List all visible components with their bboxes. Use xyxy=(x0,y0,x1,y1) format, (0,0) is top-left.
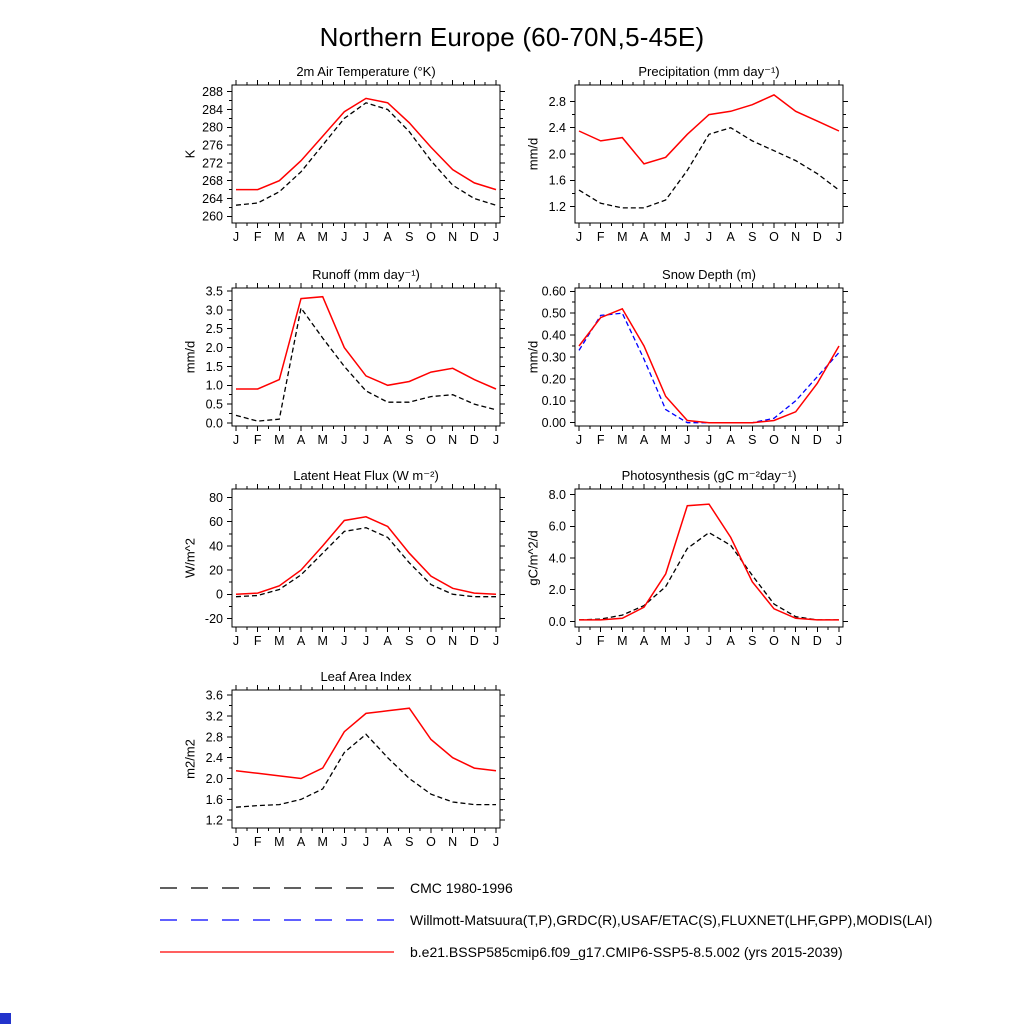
x-tick-label: F xyxy=(253,433,262,447)
plot-frame xyxy=(232,85,500,223)
y-axis-label: gC/m^2/d xyxy=(525,530,541,586)
y-tick-label: 2.8 xyxy=(548,94,566,109)
axis-tick-labels xyxy=(549,488,843,648)
x-tick-label: A xyxy=(383,835,392,849)
x-tick-label: S xyxy=(748,230,757,244)
y-tick-label: 0.50 xyxy=(541,306,566,321)
chart-2m-air-temperature xyxy=(170,63,522,263)
series-line-1 xyxy=(236,517,496,595)
chart-title: Photosynthesis (gC m⁻²day⁻¹) xyxy=(621,468,797,483)
x-tick-label: A xyxy=(639,230,649,244)
x-tick-label: S xyxy=(405,230,414,244)
axes xyxy=(227,484,505,632)
legend-label: b.e21.BSSP585cmip6.f09_g17.CMIP6-SSP5-8.5.002 (yrs 2015-2039) xyxy=(410,944,843,960)
legend-line-solid-red xyxy=(160,946,394,958)
y-tick-label: 2.8 xyxy=(205,730,223,745)
chart-photosynthesis xyxy=(513,467,865,667)
axis-tick-labels xyxy=(206,689,500,849)
x-tick-label: S xyxy=(748,634,757,648)
axis-tick-labels xyxy=(206,284,500,447)
x-tick-label: J xyxy=(575,230,583,244)
chart-title: Precipitation (mm day⁻¹) xyxy=(638,64,780,79)
x-tick-label: J xyxy=(705,433,713,447)
y-axis-label: m2/m2 xyxy=(182,739,198,779)
legend-line-dashed-blue xyxy=(160,914,394,926)
plot-area xyxy=(170,63,522,263)
y-axis-label: K xyxy=(182,149,198,159)
axes xyxy=(227,283,505,431)
y-tick-label: 272 xyxy=(202,156,223,171)
y-tick-label: 1.2 xyxy=(548,199,566,214)
y-tick-label: 0.10 xyxy=(541,394,566,409)
legend-item-obs-blend xyxy=(160,908,932,932)
corner-mark xyxy=(0,1013,11,1024)
x-tick-label: J xyxy=(705,230,713,244)
axis-tick-labels xyxy=(205,491,499,648)
y-tick-label: 2.0 xyxy=(205,771,223,786)
x-tick-label: M xyxy=(274,835,285,849)
x-tick-label: J xyxy=(492,433,500,447)
x-tick-label: J xyxy=(232,835,240,849)
chart-title: Leaf Area Index xyxy=(320,669,412,684)
x-tick-label: A xyxy=(383,634,392,648)
x-tick-label: N xyxy=(448,433,458,447)
y-tick-label: 2.0 xyxy=(548,147,566,162)
legend-item-model xyxy=(160,940,843,964)
y-tick-label: 40 xyxy=(209,539,223,554)
series-line-0 xyxy=(236,528,496,597)
axis-tick-labels xyxy=(542,285,842,447)
plot-area xyxy=(513,63,865,263)
chart-title: 2m Air Temperature (°K) xyxy=(296,64,436,79)
y-axis-label: W/m^2 xyxy=(182,537,198,579)
x-tick-label: M xyxy=(317,433,328,447)
y-tick-label: 2.4 xyxy=(548,121,566,136)
x-tick-label: J xyxy=(492,634,500,648)
x-tick-label: J xyxy=(341,230,348,244)
x-tick-label: M xyxy=(617,634,628,648)
y-tick-label: 0.30 xyxy=(541,350,566,365)
x-tick-label: M xyxy=(617,433,628,447)
x-tick-label: N xyxy=(791,230,801,244)
y-tick-label: 0.0 xyxy=(548,614,566,629)
x-tick-label: J xyxy=(835,433,843,447)
axis-tick-labels xyxy=(549,95,843,244)
y-tick-label: 3.5 xyxy=(205,284,223,299)
series-line-1 xyxy=(579,95,839,164)
x-tick-label: F xyxy=(253,230,262,244)
plot-area xyxy=(170,266,522,466)
y-tick-label: 0.60 xyxy=(541,284,566,299)
x-tick-label: A xyxy=(726,433,735,447)
x-tick-label: J xyxy=(684,634,691,648)
x-tick-label: D xyxy=(812,634,822,648)
y-tick-label: -20 xyxy=(204,611,223,626)
chart-snow-depth xyxy=(513,266,865,466)
axes xyxy=(570,484,848,632)
x-tick-label: J xyxy=(232,230,240,244)
plot-area xyxy=(513,266,865,466)
x-tick-label: D xyxy=(469,835,479,849)
x-tick-label: D xyxy=(812,433,822,447)
x-tick-label: A xyxy=(726,230,735,244)
x-tick-label: A xyxy=(296,433,306,447)
x-tick-label: O xyxy=(426,634,436,648)
series-line-1 xyxy=(236,98,496,189)
x-tick-label: J xyxy=(492,835,500,849)
x-tick-label: S xyxy=(405,433,414,447)
x-tick-label: J xyxy=(362,230,370,244)
x-tick-label: N xyxy=(448,230,458,244)
x-tick-label: F xyxy=(596,433,605,447)
y-tick-label: 0.20 xyxy=(541,372,566,387)
x-tick-label: M xyxy=(317,634,328,648)
x-tick-label: O xyxy=(769,230,779,244)
x-tick-label: M xyxy=(660,634,671,648)
legend xyxy=(160,876,1022,972)
x-tick-label: M xyxy=(274,634,285,648)
y-tick-label: 0.0 xyxy=(205,416,223,431)
series-line-0 xyxy=(579,128,839,208)
x-tick-label: J xyxy=(232,433,240,447)
x-tick-label: M xyxy=(617,230,628,244)
series-line-0 xyxy=(579,533,839,620)
x-tick-label: J xyxy=(575,433,583,447)
x-tick-label: N xyxy=(791,433,801,447)
x-tick-label: N xyxy=(448,634,458,648)
x-tick-label: J xyxy=(362,634,370,648)
y-tick-label: 2.5 xyxy=(205,322,223,337)
y-tick-label: 280 xyxy=(202,120,223,135)
plot-frame xyxy=(232,489,500,627)
x-tick-label: J xyxy=(232,634,240,648)
x-tick-label: O xyxy=(769,634,779,648)
series-line-0 xyxy=(236,734,496,807)
legend-item-cmc xyxy=(160,876,513,900)
y-tick-label: 4.0 xyxy=(548,551,566,566)
x-tick-label: A xyxy=(383,230,392,244)
plot-frame xyxy=(575,85,843,223)
y-axis-label: mm/d xyxy=(182,340,198,374)
x-tick-label: J xyxy=(835,230,843,244)
x-tick-label: D xyxy=(469,433,479,447)
x-tick-label: S xyxy=(405,835,414,849)
y-tick-label: 260 xyxy=(202,209,223,224)
plot-frame xyxy=(232,288,500,426)
chart-title: Snow Depth (m) xyxy=(662,267,756,282)
y-tick-label: 80 xyxy=(209,490,223,505)
x-tick-label: A xyxy=(296,230,306,244)
x-tick-label: J xyxy=(341,634,348,648)
y-tick-label: 3.0 xyxy=(205,303,223,318)
y-tick-label: 0.5 xyxy=(205,397,223,412)
y-tick-label: 3.6 xyxy=(205,688,223,703)
series-line-1 xyxy=(236,708,496,778)
legend-line-dashed-black xyxy=(160,882,394,894)
x-tick-label: N xyxy=(448,835,458,849)
chart-precipitation xyxy=(513,63,865,263)
plot-frame xyxy=(232,690,500,828)
x-tick-label: O xyxy=(426,835,436,849)
series-line-1 xyxy=(579,309,839,423)
y-tick-label: 2.0 xyxy=(548,583,566,598)
x-tick-label: O xyxy=(769,433,779,447)
x-tick-label: A xyxy=(296,634,306,648)
page-title: Northern Europe (60-70N,5-45E) xyxy=(319,22,705,52)
y-tick-label: 1.6 xyxy=(205,792,223,807)
y-axis-label: mm/d xyxy=(525,137,541,171)
plot-area xyxy=(170,668,522,868)
y-tick-label: 0 xyxy=(216,587,223,602)
y-tick-label: 2.4 xyxy=(205,751,223,766)
x-tick-label: O xyxy=(426,433,436,447)
chart-title: Latent Heat Flux (W m⁻²) xyxy=(293,468,439,483)
y-axis-label: mm/d xyxy=(525,340,541,374)
x-tick-label: J xyxy=(835,634,843,648)
x-tick-label: J xyxy=(362,433,370,447)
axes xyxy=(570,283,848,431)
legend-label: CMC 1980-1996 xyxy=(410,880,513,896)
x-tick-label: J xyxy=(684,230,691,244)
x-tick-label: D xyxy=(469,230,479,244)
plot-area xyxy=(513,467,865,667)
x-tick-label: M xyxy=(660,433,671,447)
series-line-0 xyxy=(236,103,496,205)
x-tick-label: D xyxy=(812,230,822,244)
y-tick-label: 276 xyxy=(202,138,223,153)
y-tick-label: 284 xyxy=(202,102,223,117)
x-tick-label: J xyxy=(492,230,500,244)
x-tick-label: J xyxy=(684,433,691,447)
y-tick-label: 2.0 xyxy=(205,340,223,355)
x-tick-label: A xyxy=(639,433,649,447)
y-tick-label: 1.5 xyxy=(205,359,223,374)
x-tick-label: M xyxy=(274,230,285,244)
axes xyxy=(227,685,505,833)
chart-runoff xyxy=(170,266,522,466)
y-tick-label: 8.0 xyxy=(548,487,566,502)
legend-label: Willmott-Matsuura(T,P),GRDC(R),USAF/ETAC(S),FLUXNET(LHF,GPP),MODIS(LAI) xyxy=(410,912,933,928)
x-tick-label: M xyxy=(274,433,285,447)
x-tick-label: F xyxy=(596,634,605,648)
y-tick-label: 60 xyxy=(209,515,223,530)
y-tick-label: 1.6 xyxy=(548,173,566,188)
plot-frame xyxy=(575,489,843,627)
plot-frame xyxy=(575,288,843,426)
y-tick-label: 1.0 xyxy=(205,378,223,393)
series-line-0 xyxy=(236,308,496,421)
axis-tick-labels xyxy=(202,85,499,244)
x-tick-label: J xyxy=(705,634,713,648)
x-tick-label: A xyxy=(639,634,649,648)
y-tick-label: 1.2 xyxy=(205,813,223,828)
plot-area xyxy=(170,467,522,667)
x-tick-label: A xyxy=(383,433,392,447)
x-tick-label: M xyxy=(317,835,328,849)
x-tick-label: J xyxy=(341,433,348,447)
x-tick-label: J xyxy=(341,835,348,849)
y-tick-label: 6.0 xyxy=(548,519,566,534)
y-tick-label: 264 xyxy=(202,191,223,206)
x-tick-label: D xyxy=(469,634,479,648)
series-line-1 xyxy=(236,297,496,389)
chart-title: Runoff (mm day⁻¹) xyxy=(312,267,420,282)
y-tick-label: 268 xyxy=(202,174,223,189)
y-tick-label: 0.00 xyxy=(541,416,566,431)
x-tick-label: F xyxy=(253,634,262,648)
x-tick-label: M xyxy=(317,230,328,244)
x-tick-label: O xyxy=(426,230,436,244)
x-tick-label: A xyxy=(726,634,735,648)
x-tick-label: J xyxy=(362,835,370,849)
y-tick-label: 288 xyxy=(202,85,223,100)
x-tick-label: F xyxy=(253,835,262,849)
x-tick-label: A xyxy=(296,835,306,849)
y-tick-label: 20 xyxy=(209,563,223,578)
y-tick-label: 0.40 xyxy=(541,328,566,343)
x-tick-label: J xyxy=(575,634,583,648)
x-tick-label: S xyxy=(748,433,757,447)
chart-leaf-area-index xyxy=(170,668,522,868)
series-line-1 xyxy=(579,504,839,620)
y-tick-label: 3.2 xyxy=(205,709,223,724)
x-tick-label: F xyxy=(596,230,605,244)
x-tick-label: S xyxy=(405,634,414,648)
chart-latent-heat-flux xyxy=(170,467,522,667)
x-tick-label: N xyxy=(791,634,801,648)
x-tick-label: M xyxy=(660,230,671,244)
